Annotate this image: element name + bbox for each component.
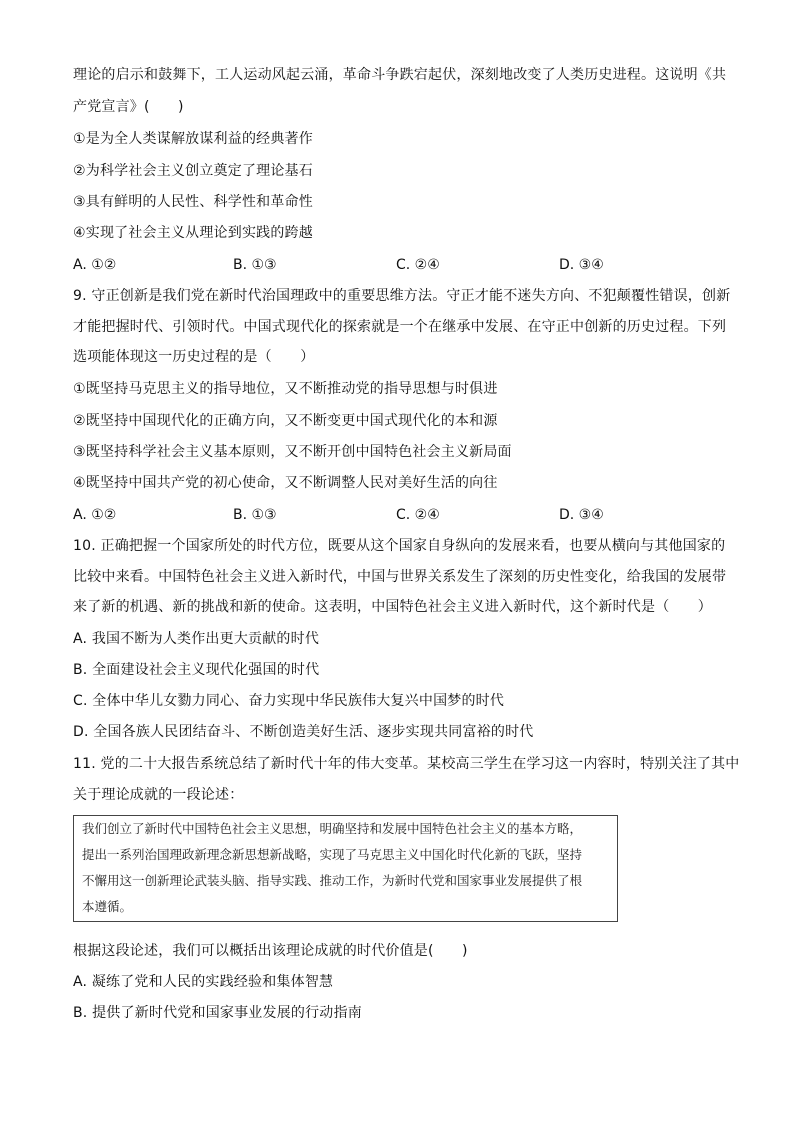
q8-item-4: ④实现了社会主义从理论到实践的跨越 bbox=[73, 225, 313, 241]
q11-quote-box bbox=[73, 815, 618, 922]
q9-item-1: ①既坚持马克思主义的指导地位，又不断推动党的指导思想与时俱进 bbox=[73, 381, 498, 397]
q11-stem-line-2: 关于理论成就的一段论述： bbox=[73, 787, 244, 803]
q11-stem-line-1: 11. 党的二十大报告系统总结了新时代十年的伟大变革。某校高三学生在学习这一内容时，特别关注了其中 bbox=[73, 756, 740, 772]
q10-stem-line-3: 来了新的机遇、新的挑战和新的使命。这表明，中国特色社会主义进入新时代，这个新时代是（ ） bbox=[73, 599, 712, 615]
q10-option-b[interactable]: B. 全面建设社会主义现代化强国的时代 bbox=[73, 662, 320, 678]
q8-option-d[interactable]: D. ③④ bbox=[559, 257, 604, 273]
q11-quote-line-4: 本遵循。 bbox=[82, 899, 133, 914]
q11-question: 根据这段论述，我们可以概括出该理论成就的时代价值是( ) bbox=[73, 943, 468, 959]
q10-option-d[interactable]: D. 全国各族人民团结奋斗、不断创造美好生活、逐步实现共同富裕的时代 bbox=[73, 724, 534, 740]
q10-stem-line-2: 比较中来看。中国特色社会主义进入新时代，中国与世界关系发生了深刻的历史性变化，给我国的发展带 bbox=[73, 569, 727, 585]
q8-stem-line-1: 理论的启示和鼓舞下，工人运动风起云涌，革命斗争跌宕起伏，深刻地改变了人类历史进程。这说明《共 bbox=[73, 67, 727, 83]
q8-stem-line-2: 产党宣言》( ) bbox=[73, 99, 184, 115]
q9-stem-line-1: 9. 守正创新是我们党在新时代治国理政中的重要思维方法。守正才能不迷失方向、不犯颠覆性错误，创新 bbox=[73, 288, 731, 304]
q9-item-2: ②既坚持中国现代化的正确方向，又不断变更中国式现代化的本和源 bbox=[73, 413, 498, 429]
q9-stem-line-3: 选项能体现这一历史过程的是（ ） bbox=[73, 349, 315, 365]
q11-quote-line-2: 提出一系列治国理政新理念新思想新战略，实现了马克思主义中国化时代化新的飞跃，坚持 bbox=[82, 847, 583, 862]
q8-option-b[interactable]: B. ①③ bbox=[233, 257, 277, 273]
q10-option-a[interactable]: A. 我国不断为人类作出更大贡献的时代 bbox=[73, 631, 320, 647]
q9-option-d[interactable]: D. ③④ bbox=[559, 507, 604, 523]
q8-option-c[interactable]: C. ②④ bbox=[396, 257, 440, 273]
q8-item-3: ③具有鲜明的人民性、科学性和革命性 bbox=[73, 194, 313, 210]
q8-item-1: ①是为全人类谋解放谋利益的经典著作 bbox=[73, 131, 313, 147]
q11-quote-line-1: 我们创立了新时代中国特色社会主义思想，明确坚持和发展中国特色社会主义的基本方略， bbox=[82, 821, 583, 836]
q8-item-2: ②为科学社会主义创立奠定了理论基石 bbox=[73, 163, 313, 179]
q9-item-3: ③既坚持科学社会主义基本原则，又不断开创中国特色社会主义新局面 bbox=[73, 444, 512, 460]
q9-stem-line-2: 才能把握时代、引领时代。中国式现代化的探索就是一个在继承中发展、在守正中创新的历史过程。下列 bbox=[73, 319, 727, 335]
q11-option-a[interactable]: A. 凝练了党和人民的实践经验和集体智慧 bbox=[73, 974, 334, 990]
q9-item-4: ④既坚持中国共产党的初心使命，又不断调整人民对美好生活的向往 bbox=[73, 475, 498, 491]
q9-option-c[interactable]: C. ②④ bbox=[396, 507, 440, 523]
q10-stem-line-1: 10. 正确把握一个国家所处的时代方位，既要从这个国家自身纵向的发展来看，也要从横向与其他国家的 bbox=[73, 538, 726, 554]
q10-option-c[interactable]: C. 全体中华儿女勠力同心、奋力实现中华民族伟大复兴中国梦的时代 bbox=[73, 693, 505, 709]
q9-option-a[interactable]: A. ①② bbox=[73, 507, 117, 523]
q8-option-a[interactable]: A. ①② bbox=[73, 257, 117, 273]
q11-option-b[interactable]: B. 提供了新时代党和国家事业发展的行动指南 bbox=[73, 1005, 362, 1021]
q9-option-b[interactable]: B. ①③ bbox=[233, 507, 277, 523]
q11-quote-line-3: 不懈用这一创新理论武装头脑、指导实践、推动工作，为新时代党和国家事业发展提供了根 bbox=[82, 873, 583, 888]
